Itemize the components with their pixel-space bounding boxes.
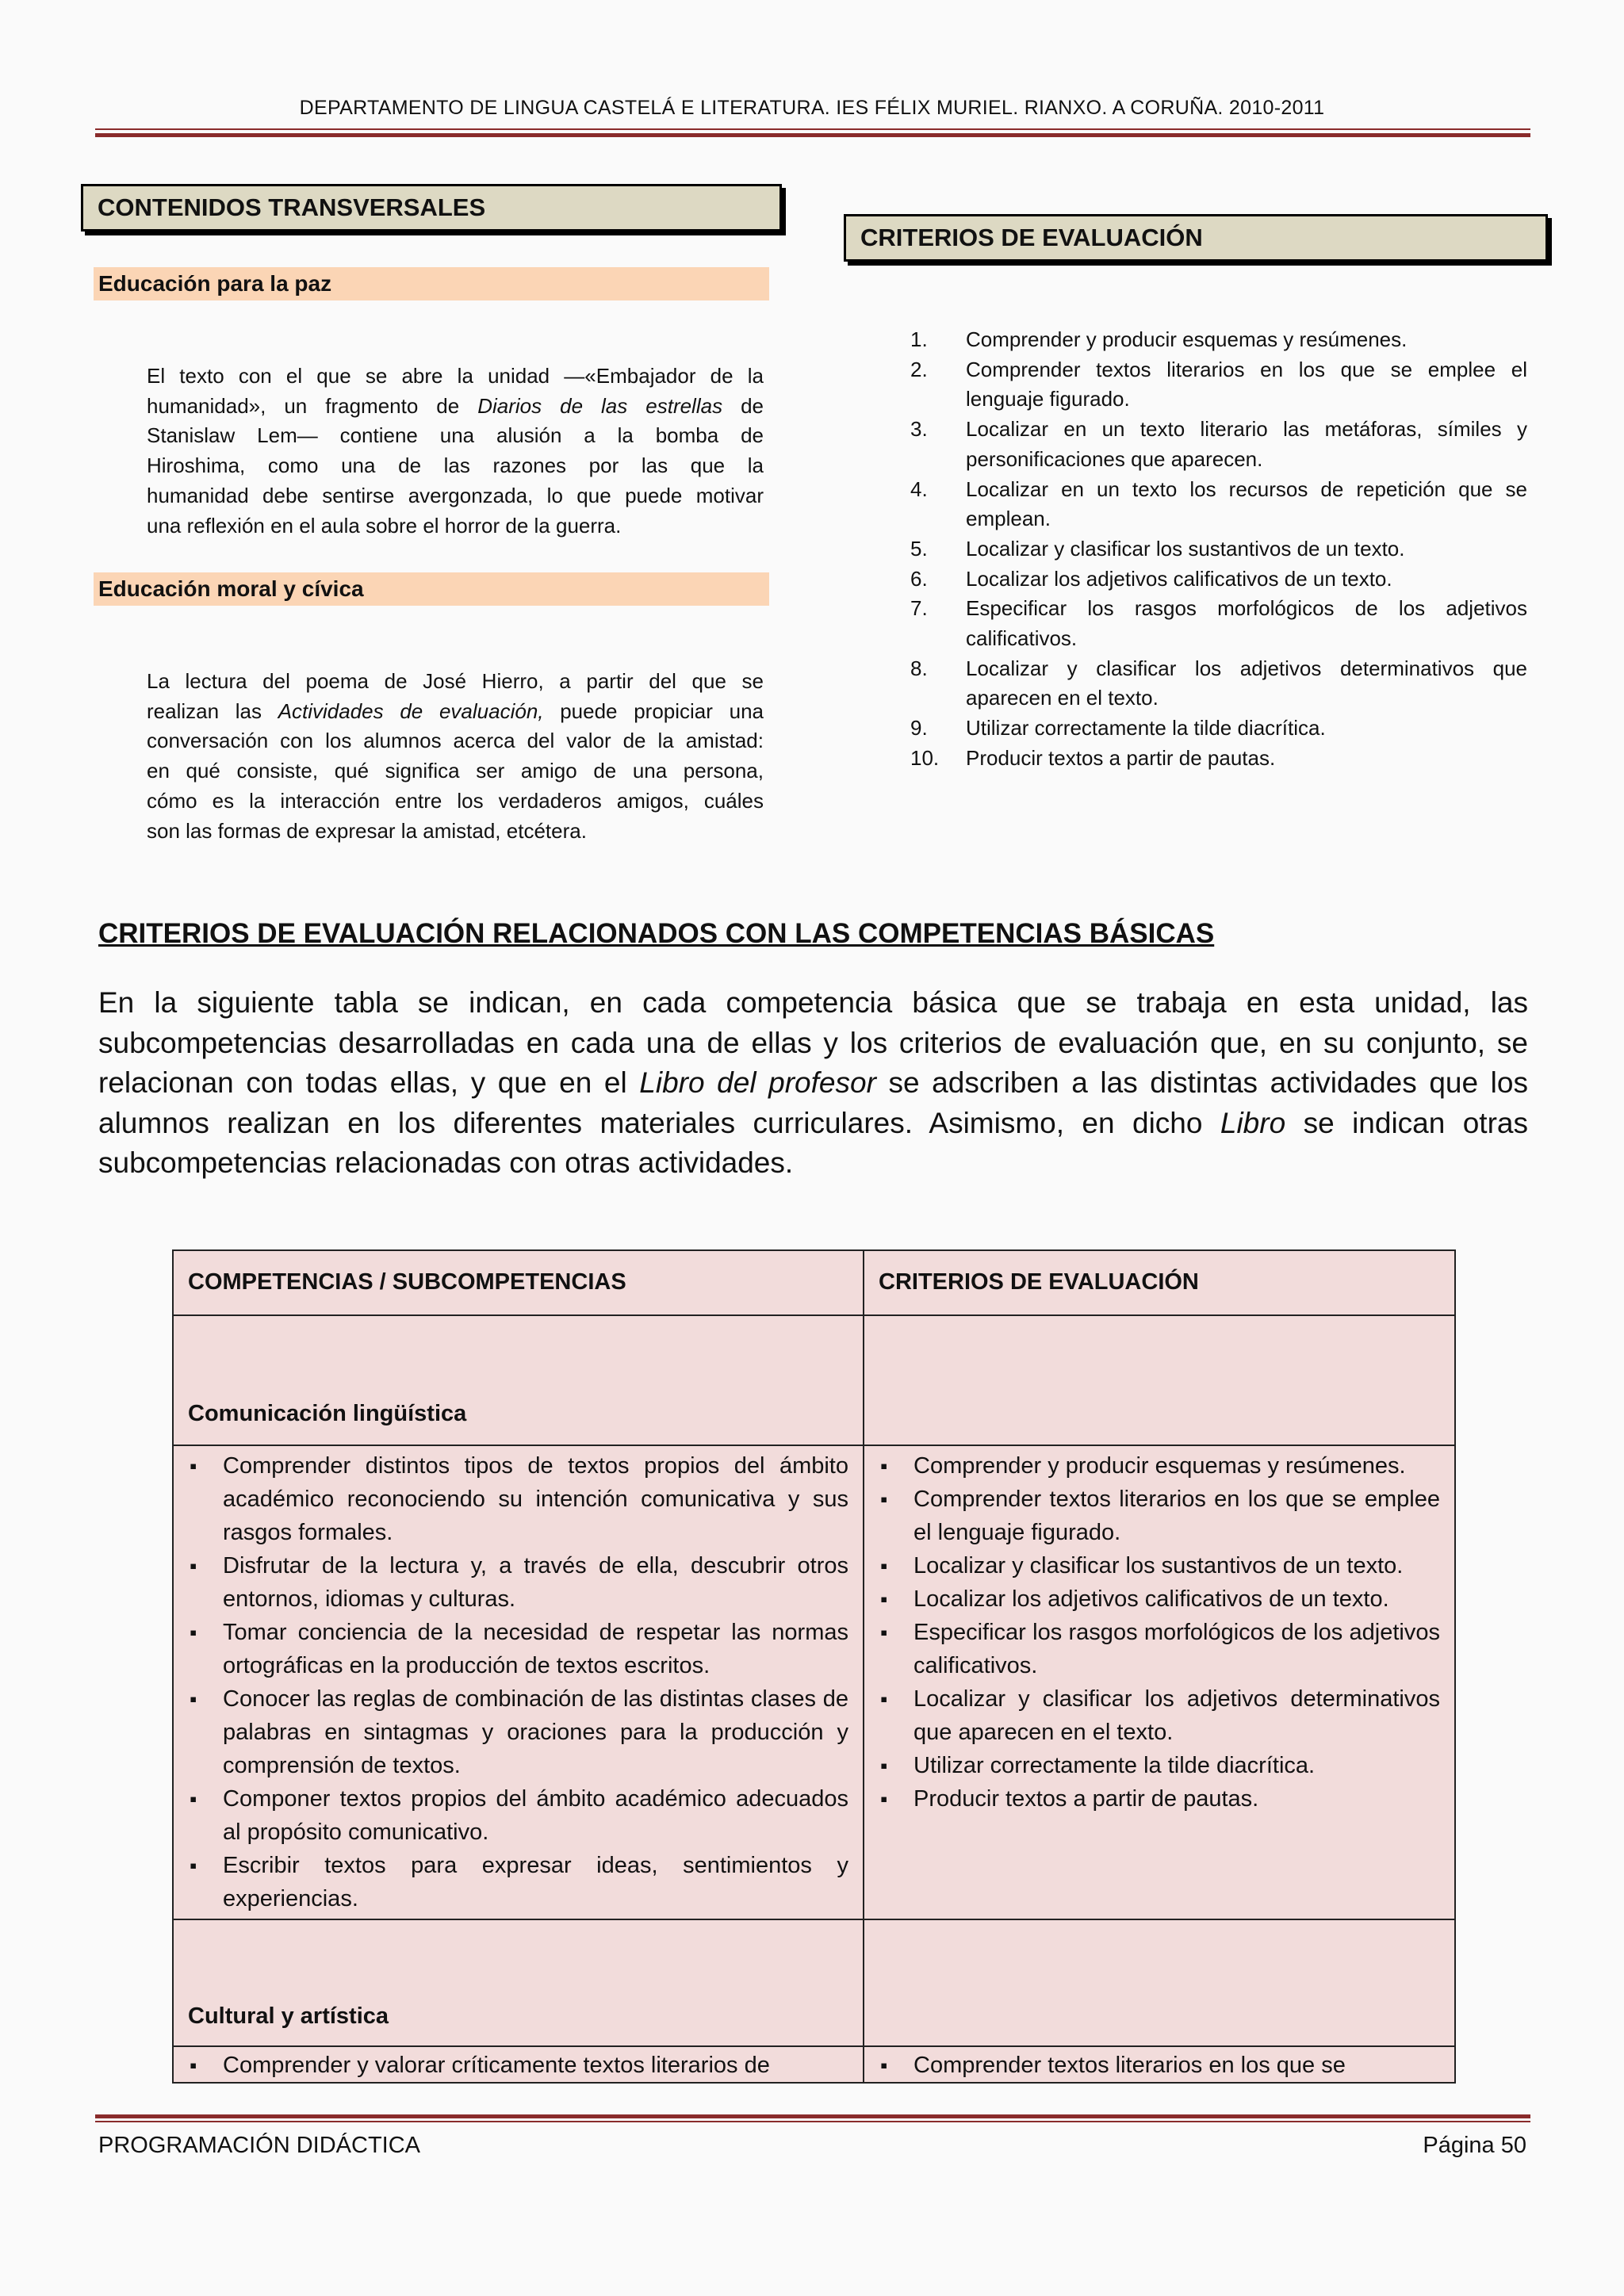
section-title: CRITERIOS DE EVALUACIÓN RELACIONADOS CON LAS COMPETENCIAS BÁSICAS — [98, 918, 1215, 949]
footer-rule-thick — [95, 2114, 1530, 2118]
page-number: Página 50 — [1423, 2133, 1526, 2158]
criteria-number: 7. — [910, 596, 928, 621]
list-item: ▪ Localizar y clasificar los sustantivos de un texto. — [879, 1549, 1440, 1582]
criteria-text: Localizar y clasificar los sustantivos de un texto. — [966, 536, 1405, 561]
competencias-table — [172, 1249, 1456, 2084]
list-item: ▪ Disfrutar de la lectura y, a través de ella, descubrir otros entornos, idiomas y culturas. — [188, 1549, 848, 1616]
table-category-row — [173, 1315, 1455, 1445]
text-line: humanidad», un fragmento de Diarios de las estrellas de — [147, 393, 764, 418]
criteria-text: Comprender y producir esquemas y resúmenes. — [966, 327, 1408, 351]
criteria-text: Especificar los rasgos morfológicos de los adjetivos calificativos. — [966, 596, 1527, 651]
criteria-text: Comprender textos literarios en los que se emplee el lenguaje figurado. — [966, 357, 1527, 411]
table-header-criterios: CRITERIOS DE EVALUACIÓN — [864, 1250, 1455, 1315]
moral-heading-label: Educación moral y cívica — [98, 576, 364, 601]
criterios-evaluacion-title — [844, 214, 1548, 262]
text-line: El texto con el que se abre la unidad —«Embajador de la — [147, 364, 764, 388]
criteria-number: 5. — [910, 536, 928, 561]
list-item: ▪ Comprender y producir esquemas y resúmenes. — [879, 1449, 1440, 1483]
text-line: alumnos realizan en los diferentes materiales curriculares. Asimismo, en dicho Libro se indican otras — [98, 1106, 1528, 1139]
table-category-row — [173, 1919, 1455, 2046]
criteria-item — [910, 744, 1527, 774]
criteria-number: 4. — [910, 476, 928, 501]
peace-heading — [94, 267, 769, 300]
list-item: ▪ Componer textos propios del ámbito académico adecuados al propósito comunicativo. — [188, 1782, 848, 1849]
criteria-text: Localizar y clasificar los adjetivos determinativos que aparecen en el texto. — [966, 656, 1527, 710]
list-item: ▪ Comprender distintos tipos de textos propios del ámbito académico reconociendo su intención comunicativa y sus rasgos formales. — [188, 1449, 848, 1549]
intro-paragraph — [98, 983, 1528, 1184]
table-header-competencias: COMPETENCIAS / SUBCOMPETENCIAS — [173, 1250, 864, 1315]
criteria-text: Producir textos a partir de pautas. — [966, 745, 1276, 770]
contenidos-transversales-title — [81, 184, 782, 232]
text-line: son las formas de expresar la amistad, etcétera. — [147, 818, 587, 843]
footer-title: PROGRAMACIÓN DIDÁCTICA — [98, 2133, 421, 2158]
cat2-subcompetencias — [188, 2049, 848, 2082]
criteria-text: Localizar en un texto literario las metáforas, símiles y personificaciones que aparecen. — [966, 417, 1527, 471]
moral-paragraph — [147, 667, 764, 846]
list-item: ▪ Comprender y valorar críticamente textos literarios de — [188, 2049, 848, 2082]
category-empty-cell — [864, 1315, 1455, 1445]
cat1-criterios — [879, 1449, 1440, 1816]
text-line: subcompetencias desarrolladas en cada una de ellas y los criterios de evaluación que, en su conjunto, se — [98, 1026, 1528, 1059]
header-rule-thin — [95, 128, 1530, 130]
text-line: en qué consiste, qué significa ser amigo de una persona, — [147, 759, 764, 783]
cat2-criterios — [879, 2049, 1440, 2082]
criteria-item — [910, 475, 1527, 534]
criteria-number: 8. — [910, 656, 928, 680]
table-header-row — [173, 1250, 1455, 1315]
criteria-number: 3. — [910, 417, 928, 442]
text-line: relacionan con todas ellas, y que en el Libro del profesor se adscriben a las distintas actividades que los — [98, 1066, 1528, 1099]
header-rule-thick — [95, 133, 1530, 137]
criteria-text: Localizar en un texto los recursos de repetición que se emplean. — [966, 476, 1527, 531]
category-comunicacion: Comunicación lingüística — [173, 1315, 864, 1445]
text-line: cómo es la interacción entre los verdaderos amigos, cuáles — [147, 788, 764, 813]
text-line: humanidad debe sentirse avergonzada, lo que puede motivar — [147, 483, 764, 507]
list-item: ▪ Comprender textos literarios en los que se emplee el lenguaje figurado. — [879, 1483, 1440, 1549]
peace-heading-label: Educación para la paz — [98, 271, 332, 296]
criteria-item — [910, 564, 1527, 595]
criteria-text: Localizar los adjetivos calificativos de un texto. — [966, 566, 1392, 591]
criteria-number: 9. — [910, 716, 928, 740]
category-cultural: Cultural y artística — [173, 1919, 864, 2046]
criteria-number: 10. — [910, 745, 940, 770]
text-line: Hiroshima, como una de las razones por las que la — [147, 453, 764, 478]
text-line: subcompetencias relacionadas con otras actividades. — [98, 1146, 794, 1179]
table-content-row — [173, 2046, 1455, 2083]
criteria-list — [910, 325, 1527, 774]
criteria-text: Utilizar correctamente la tilde diacrítica. — [966, 716, 1326, 740]
text-line: En la siguiente tabla se indican, en cada competencia básica que se trabaja en esta unidad, las — [98, 986, 1528, 1019]
list-item: ▪ Tomar conciencia de la necesidad de respetar las normas ortográficas en la producción de textos escritos. — [188, 1616, 848, 1682]
list-item: ▪ Escribir textos para expresar ideas, sentimientos y experiencias. — [188, 1849, 848, 1915]
criteria-item — [910, 534, 1527, 564]
text-line: una reflexión en el aula sobre el horror de la guerra. — [147, 513, 622, 538]
moral-heading — [94, 572, 769, 606]
criteria-item — [910, 714, 1527, 744]
criteria-item — [910, 355, 1527, 415]
footer-rule-thin — [95, 2121, 1530, 2122]
page-header: DEPARTAMENTO DE LINGUA CASTELÁ E LITERATURA. IES FÉLIX MURIEL. RIANXO. A CORUÑA. 2010-2011 — [299, 97, 1325, 119]
list-item: ▪ Producir textos a partir de pautas. — [879, 1782, 1440, 1816]
table-content-row — [173, 1445, 1455, 1919]
peace-paragraph — [147, 362, 764, 541]
text-line: conversación con los alumnos acerca del valor de la amistad: — [147, 729, 764, 753]
cat1-subcompetencias — [188, 1449, 848, 1915]
criteria-number: 6. — [910, 566, 928, 591]
criteria-number: 1. — [910, 327, 928, 351]
text-line: realizan las Actividades de evaluación, puede propiciar una — [147, 698, 764, 723]
criteria-item — [910, 594, 1527, 653]
list-item: ▪ Localizar los adjetivos calificativos de un texto. — [879, 1582, 1440, 1616]
text-line: Stanislaw Lem— contiene una alusión a la bomba de — [147, 423, 764, 448]
list-item: ▪ Comprender textos literarios en los que se — [879, 2049, 1440, 2082]
criteria-item — [910, 415, 1527, 474]
list-item: ▪ Utilizar correctamente la tilde diacrítica. — [879, 1749, 1440, 1782]
criteria-item — [910, 654, 1527, 714]
list-item: ▪ Especificar los rasgos morfológicos de los adjetivos calificativos. — [879, 1616, 1440, 1682]
text-line: La lectura del poema de José Hierro, a partir del que se — [147, 669, 764, 693]
criterios-evaluacion-label: CRITERIOS DE EVALUACIÓN — [860, 224, 1203, 251]
list-item: ▪ Localizar y clasificar los adjetivos determinativos que aparecen en el texto. — [879, 1682, 1440, 1749]
contenidos-transversales-label: CONTENIDOS TRANSVERSALES — [98, 193, 486, 221]
criteria-number: 2. — [910, 357, 928, 381]
category-empty-cell — [864, 1919, 1455, 2046]
criteria-item — [910, 325, 1527, 355]
list-item: ▪ Conocer las reglas de combinación de las distintas clases de palabras en sintagmas y oraciones para la producción y comprensión de textos. — [188, 1682, 848, 1782]
